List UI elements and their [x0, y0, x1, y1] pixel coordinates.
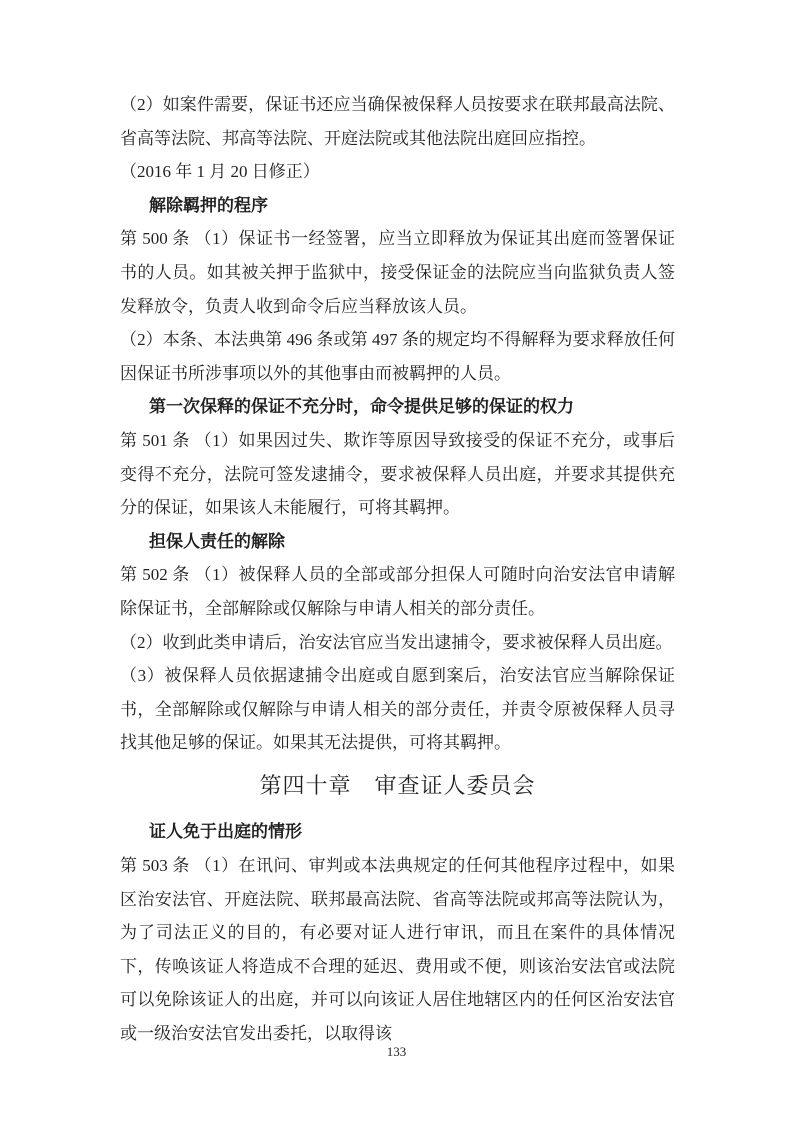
body-paragraph: 第 503 条 （1）在讯问、审判或本法典规定的任何其他程序过程中，如果区治安法官、开庭法院、联邦最高法院、省高等法院或邦高等法院认为，为了司法正义的目的，有必要对证人进行审讯，而且在案件的具体情况下，传唤该证人将造成不合理的延迟、费用或不便，则该治安法官或法院可以免除该证人的出庭，并可以向该证人居住地辖区内的任何区治安法官或一级治安法官发出委托，以取得该 — [120, 856, 675, 1044]
amendment-note: （2016 年 1 月 20 日修正） — [120, 162, 320, 182]
body-paragraph: 第 500 条 （1）保证书一经签署，应当立即释放为保证其出庭而签署保证书的人员。如其被关押于监狱中，接受保证金的法院应当向监狱负责人签发释放令，负责人收到命令后应当释放该人员。 — [120, 229, 675, 316]
page-number: 133 — [386, 1044, 407, 1059]
chapter-title: 第四十章 审查证人委员会 — [259, 772, 536, 798]
section-heading: 第一次保释的保证不充分时，命令提供足够的保证的权力 — [149, 397, 574, 417]
body-paragraph: （2）本条、本法典第 496 条或第 497 条的规定均不得解释为要求释放任何因保证书所涉事项以外的其他事由而被羁押的人员。 — [120, 330, 675, 383]
body-paragraph: 第 501 条 （1）如果因过失、欺诈等原因导致接受的保证不充分，或事后变得不充分，法院可签发逮捕令，要求被保释人员出庭，并要求其提供充分的保证，如果该人未能履行，可将其羁押。 — [120, 430, 675, 518]
body-paragraph: （2）如案件需要，保证书还应当确保被保释人员按要求在联邦最高法院、省高等法院、邦高等法院、开庭法院或其他法院出庭回应指控。 — [120, 95, 675, 148]
body-paragraph: 第 502 条 （1）被保释人员的全部或部分担保人可随时向治安法官申请解除保证书，全部解除或仅解除与申请人相关的部分责任。 — [120, 565, 675, 618]
body-paragraph: （3）被保释人员依据逮捕令出庭或自愿到案后，治安法官应当解除保证书，全部解除或仅解除与申请人相关的部分责任，并责令原被保释人员寻找其他足够的保证。如果其无法提供，可将其羁押。 — [120, 666, 675, 753]
body-paragraph: （2）收到此类申请后，治安法官应当发出逮捕令，要求被保释人员出庭。 — [120, 632, 673, 652]
section-heading: 证人免于出庭的情形 — [149, 822, 302, 842]
section-heading: 担保人责任的解除 — [149, 531, 285, 551]
section-heading: 解除羁押的程序 — [149, 195, 268, 215]
